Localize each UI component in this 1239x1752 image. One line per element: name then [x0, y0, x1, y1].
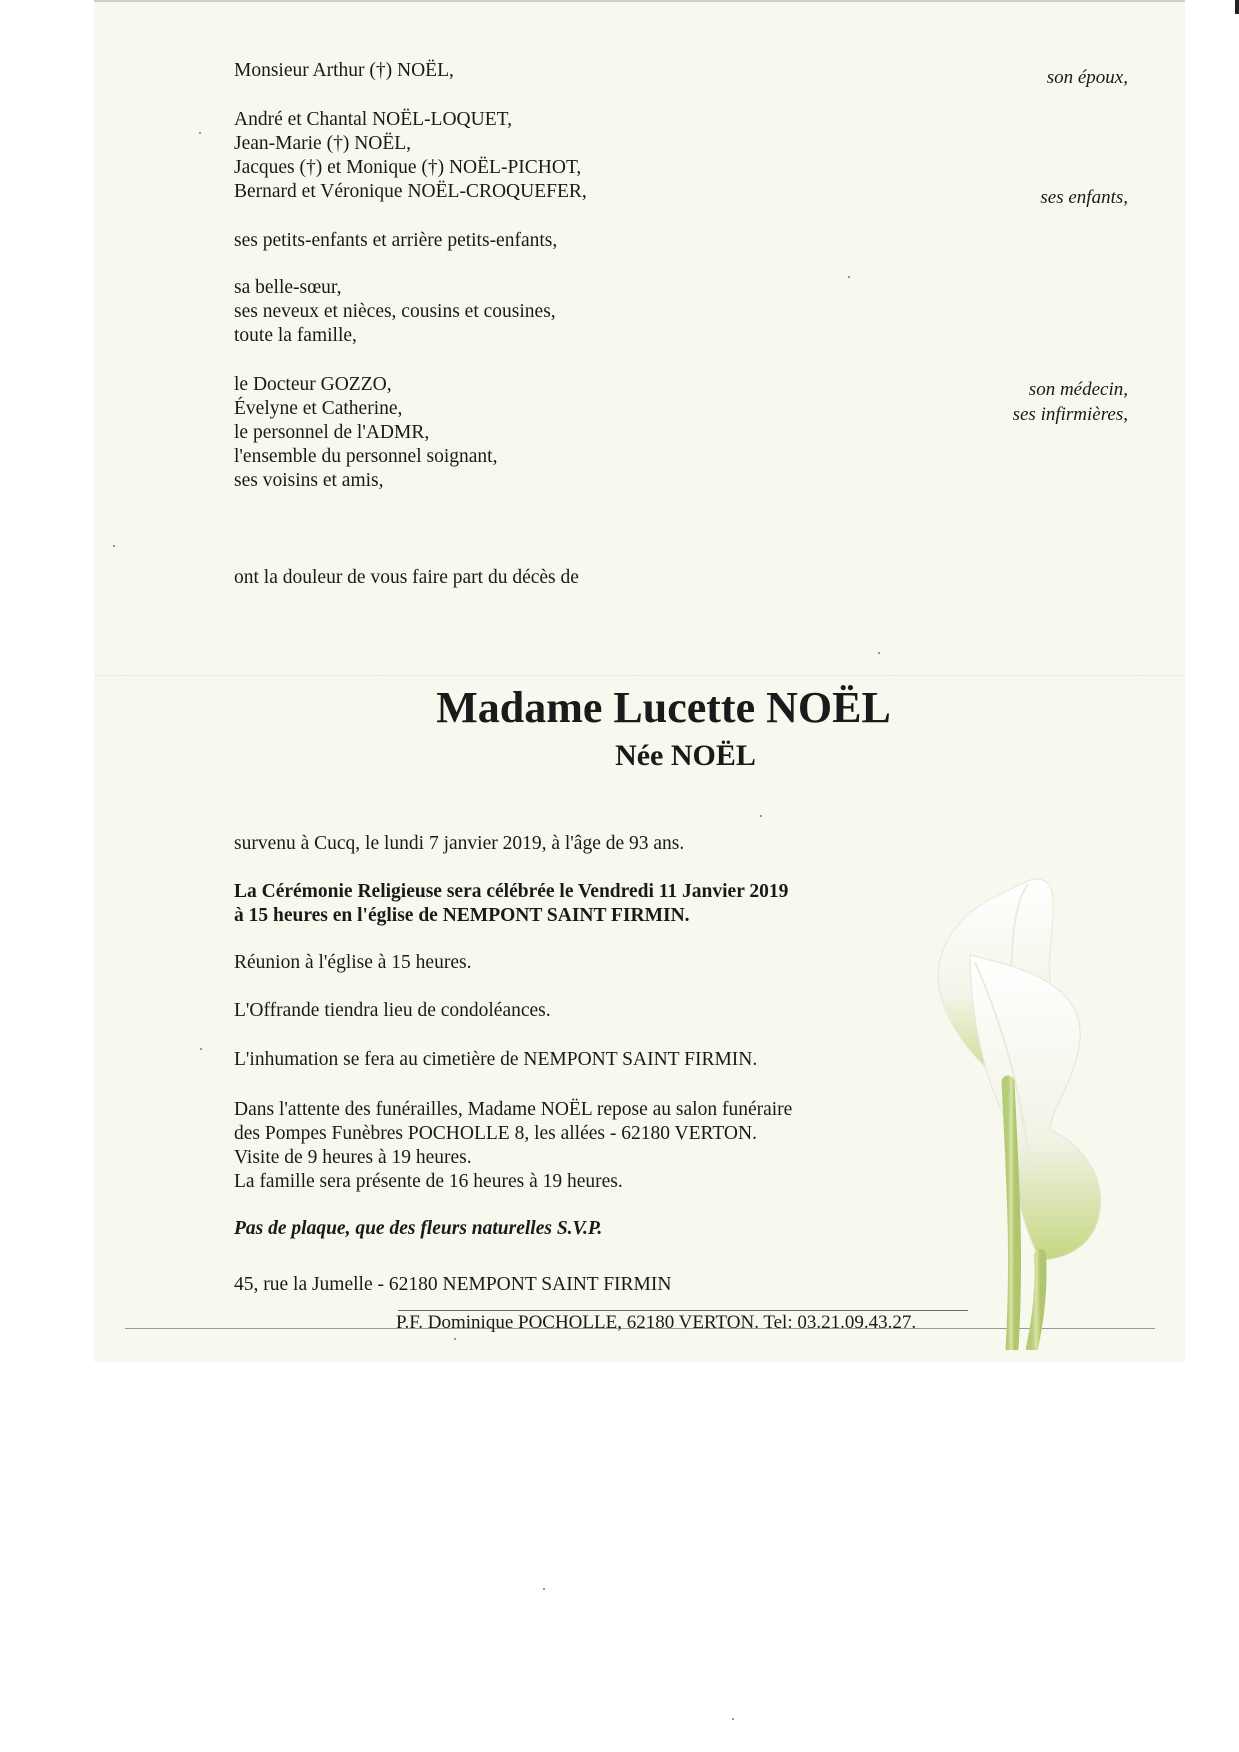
doctor-role: son médecin,: [1028, 379, 1128, 400]
address-line: 45, rue la Jumelle - 62180 NEMPONT SAINT FIRMIN: [234, 1274, 672, 1295]
child-line: André et Chantal NOËL-LOQUET,: [234, 109, 512, 130]
burial-line: L'inhumation se fera au cimetière de NEMPONT SAINT FIRMIN.: [234, 1049, 758, 1070]
husband-name: Monsieur Arthur (†) NOËL,: [234, 60, 454, 81]
family-line: sa belle-sœur,: [234, 277, 342, 298]
scan-speck: [732, 1718, 734, 1720]
scan-speck: [848, 276, 850, 278]
grandchildren-line: ses petits-enfants et arrière petits-enfants,: [234, 230, 558, 251]
carer-line: le personnel de l'ADMR,: [234, 422, 430, 443]
scan-edge-mark: [1235, 0, 1239, 14]
scan-speck: [200, 1048, 202, 1050]
announcement-line: ont la douleur de vous faire part du décès de: [234, 567, 579, 588]
husband-role: son époux,: [1046, 67, 1128, 88]
maiden-name: Née NOËL: [615, 739, 756, 772]
meeting-line: Réunion à l'église à 15 heures.: [234, 952, 472, 973]
funeral-home-line: des Pompes Funèbres POCHOLLE 8, les allées - 62180 VERTON.: [234, 1123, 757, 1144]
children-role: ses enfants,: [1040, 187, 1128, 208]
family-line: ses neveux et nièces, cousins et cousines,: [234, 301, 556, 322]
scan-speck: [760, 815, 762, 817]
child-line: Jacques (†) et Monique (†) NOËL-PICHOT,: [234, 157, 582, 178]
death-details: survenu à Cucq, le lundi 7 janvier 2019, à l'âge de 93 ans.: [234, 833, 685, 854]
card-top-edge: [94, 0, 1185, 2]
card-fold-line: [94, 675, 1185, 677]
scan-speck: [878, 652, 880, 654]
undertaker-line: P.F. Dominique POCHOLLE, 62180 VERTON. Tel: 03.21.09.43.27.: [396, 1312, 917, 1333]
ceremony-line: La Cérémonie Religieuse sera célébrée le Vendredi 11 Janvier 2019: [234, 881, 789, 902]
calla-lily-icon: [900, 870, 1140, 1350]
nurses-role: ses infirmières,: [1012, 404, 1128, 425]
family-line: toute la famille,: [234, 325, 357, 346]
carer-line: Évelyne et Catherine,: [234, 398, 403, 419]
carer-line: ses voisins et amis,: [234, 470, 384, 491]
deceased-name: Madame Lucette NOËL: [436, 683, 891, 732]
ceremony-line: à 15 heures en l'église de NEMPONT SAINT FIRMIN.: [234, 905, 690, 926]
carer-line: le Docteur GOZZO,: [234, 374, 392, 395]
funeral-home-line: La famille sera présente de 16 heures à 19 heures.: [234, 1171, 623, 1192]
scan-speck: [543, 1588, 545, 1590]
child-line: Jean-Marie (†) NOËL,: [234, 133, 412, 154]
scan-speck: [113, 545, 115, 547]
flowers-note: Pas de plaque, que des fleurs naturelles S.V.P.: [234, 1218, 603, 1239]
child-line: Bernard et Véronique NOËL-CROQUEFER,: [234, 181, 587, 202]
scan-speck: [454, 1338, 456, 1340]
funeral-home-line: Dans l'attente des funérailles, Madame NOËL repose au salon funéraire: [234, 1099, 793, 1120]
scan-speck: [199, 132, 201, 134]
offering-line: L'Offrande tiendra lieu de condoléances.: [234, 1000, 551, 1021]
carer-line: l'ensemble du personnel soignant,: [234, 446, 498, 467]
funeral-home-line: Visite de 9 heures à 19 heures.: [234, 1147, 472, 1168]
